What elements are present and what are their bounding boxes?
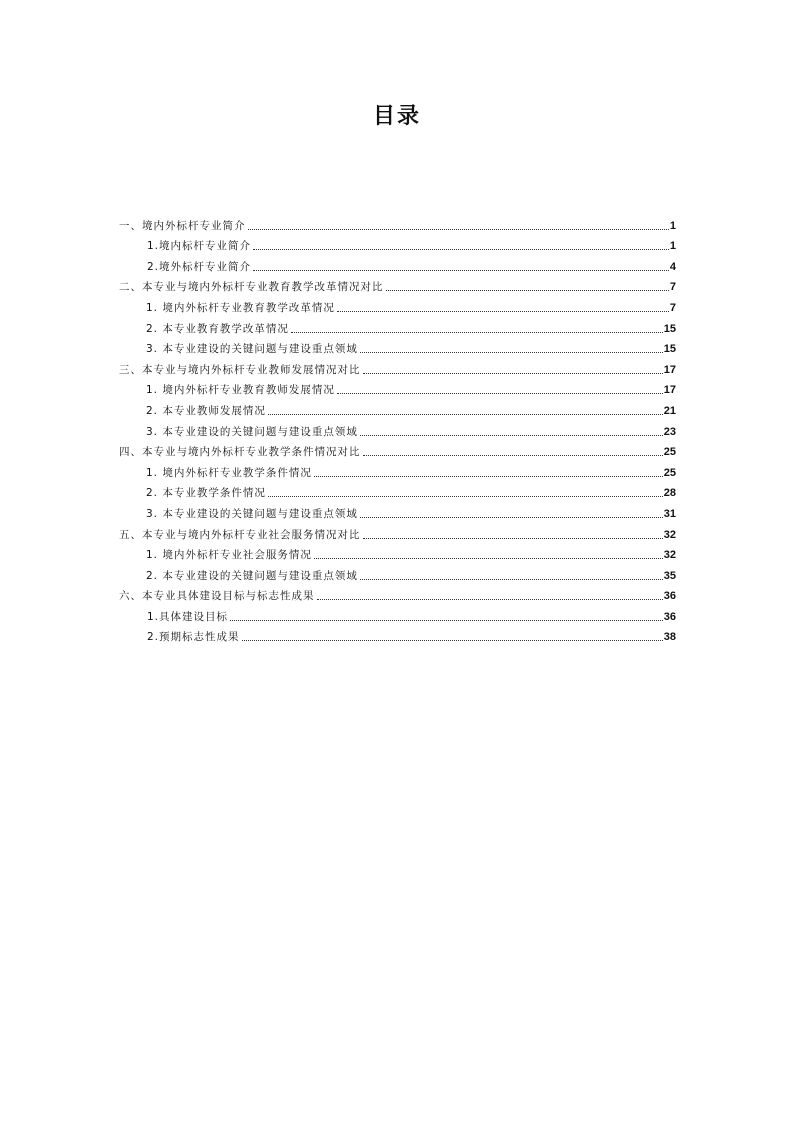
toc-entry[interactable] bbox=[119, 397, 676, 418]
toc-entry-text: 3. 本专业建设的关键问题与建设重点领域 bbox=[146, 343, 358, 356]
toc-leader-dots bbox=[253, 248, 669, 250]
toc-leader-dots bbox=[291, 331, 663, 333]
toc-entry[interactable] bbox=[119, 212, 676, 233]
toc-leader-dots bbox=[363, 454, 663, 456]
toc-entry-text: 2.预期标志性成果 bbox=[147, 631, 240, 644]
toc-entry-text: 1.具体建设目标 bbox=[147, 610, 229, 623]
toc-page-number: 21 bbox=[663, 404, 676, 417]
toc-leader-dots bbox=[268, 413, 663, 415]
toc-page-number: 25 bbox=[663, 466, 676, 479]
toc-page-number: 1 bbox=[669, 240, 676, 253]
toc-entry-text: 3. 本专业建设的关键问题与建设重点领域 bbox=[146, 425, 358, 438]
toc-leader-dots bbox=[363, 372, 663, 374]
toc-entry[interactable] bbox=[119, 480, 676, 501]
toc-page-number: 25 bbox=[663, 446, 676, 459]
toc-page-number: 1 bbox=[669, 219, 676, 232]
toc-page-number: 4 bbox=[669, 260, 676, 273]
toc-entry-text: 1.境内标杆专业简介 bbox=[147, 240, 252, 253]
toc-page-number: 28 bbox=[663, 487, 676, 500]
toc-leader-dots bbox=[253, 269, 669, 271]
toc-entry-text: 2. 本专业教育教学改革情况 bbox=[146, 322, 289, 335]
toc-leader-dots bbox=[230, 619, 663, 621]
toc-page-number: 32 bbox=[663, 549, 676, 562]
toc-leader-dots bbox=[363, 537, 663, 539]
toc-leader-dots bbox=[314, 557, 663, 559]
toc-entry-text: 1. 境内外标杆专业教育教师发展情况 bbox=[146, 384, 335, 397]
toc-leader-dots bbox=[360, 578, 663, 580]
toc-entry[interactable] bbox=[119, 521, 676, 542]
toc-leader-dots bbox=[386, 289, 669, 291]
toc-leader-dots bbox=[337, 392, 663, 394]
table-of-contents bbox=[119, 212, 676, 644]
toc-entry-text: 2. 本专业建设的关键问题与建设重点领域 bbox=[146, 569, 358, 582]
toc-leader-dots bbox=[242, 639, 663, 641]
toc-entry-text: 1. 境内外标杆专业社会服务情况 bbox=[146, 549, 312, 562]
toc-entry[interactable] bbox=[119, 459, 676, 480]
toc-entry[interactable] bbox=[119, 624, 676, 645]
toc-entry-text: 1. 境内外标杆专业教育教学改革情况 bbox=[146, 301, 335, 314]
toc-page-number: 36 bbox=[663, 610, 676, 623]
toc-entry[interactable] bbox=[119, 336, 676, 357]
toc-entry[interactable] bbox=[119, 377, 676, 398]
toc-entry-text: 1. 境内外标杆专业教学条件情况 bbox=[146, 466, 312, 479]
toc-page-number: 15 bbox=[663, 343, 676, 356]
toc-leader-dots bbox=[317, 598, 663, 600]
toc-page-number: 32 bbox=[663, 528, 676, 541]
toc-entry[interactable] bbox=[119, 439, 676, 460]
toc-entry[interactable] bbox=[119, 274, 676, 295]
toc-page-number: 31 bbox=[663, 507, 676, 520]
toc-leader-dots bbox=[337, 310, 669, 312]
toc-page-number: 7 bbox=[669, 281, 676, 294]
toc-leader-dots bbox=[314, 475, 663, 477]
toc-entry[interactable] bbox=[119, 542, 676, 563]
toc-entry-text: 四、本专业与境内外标杆专业教学条件情况对比 bbox=[119, 446, 361, 459]
toc-entry[interactable] bbox=[119, 253, 676, 274]
toc-entry[interactable] bbox=[119, 294, 676, 315]
toc-page-number: 35 bbox=[663, 569, 676, 582]
toc-leader-dots bbox=[360, 351, 663, 353]
toc-entry-text: 六、本专业具体建设目标与标志性成果 bbox=[119, 590, 315, 603]
toc-leader-dots bbox=[360, 516, 663, 518]
toc-entry[interactable] bbox=[119, 315, 676, 336]
toc-entry-text: 三、本专业与境内外标杆专业教师发展情况对比 bbox=[119, 363, 361, 376]
toc-page-number: 17 bbox=[663, 363, 676, 376]
toc-leader-dots bbox=[248, 228, 669, 230]
toc-page-number: 15 bbox=[663, 322, 676, 335]
toc-page-number: 7 bbox=[669, 301, 676, 314]
toc-entry-text: 3. 本专业建设的关键问题与建设重点领域 bbox=[146, 507, 358, 520]
toc-leader-dots bbox=[360, 434, 663, 436]
toc-entry-text: 2. 本专业教师发展情况 bbox=[146, 404, 266, 417]
toc-leader-dots bbox=[268, 495, 663, 497]
toc-entry[interactable] bbox=[119, 562, 676, 583]
toc-entry[interactable] bbox=[119, 603, 676, 624]
toc-page-number: 17 bbox=[663, 384, 676, 397]
toc-entry[interactable] bbox=[119, 500, 676, 521]
toc-entry-text: 五、本专业与境内外标杆专业社会服务情况对比 bbox=[119, 528, 361, 541]
toc-entry[interactable] bbox=[119, 233, 676, 254]
toc-entry[interactable] bbox=[119, 583, 676, 604]
toc-page-number: 23 bbox=[663, 425, 676, 438]
toc-page-number: 38 bbox=[663, 631, 676, 644]
toc-entry-text: 2.境外标杆专业简介 bbox=[147, 260, 252, 273]
toc-entry-text: 二、本专业与境内外标杆专业教育教学改革情况对比 bbox=[119, 281, 384, 294]
toc-entry[interactable] bbox=[119, 356, 676, 377]
toc-page-number: 36 bbox=[663, 590, 676, 603]
toc-entry-text: 2. 本专业教学条件情况 bbox=[146, 487, 266, 500]
toc-entry[interactable] bbox=[119, 418, 676, 439]
page-title: 目录 bbox=[372, 104, 421, 129]
toc-entry-text: 一、境内外标杆专业简介 bbox=[119, 219, 246, 232]
